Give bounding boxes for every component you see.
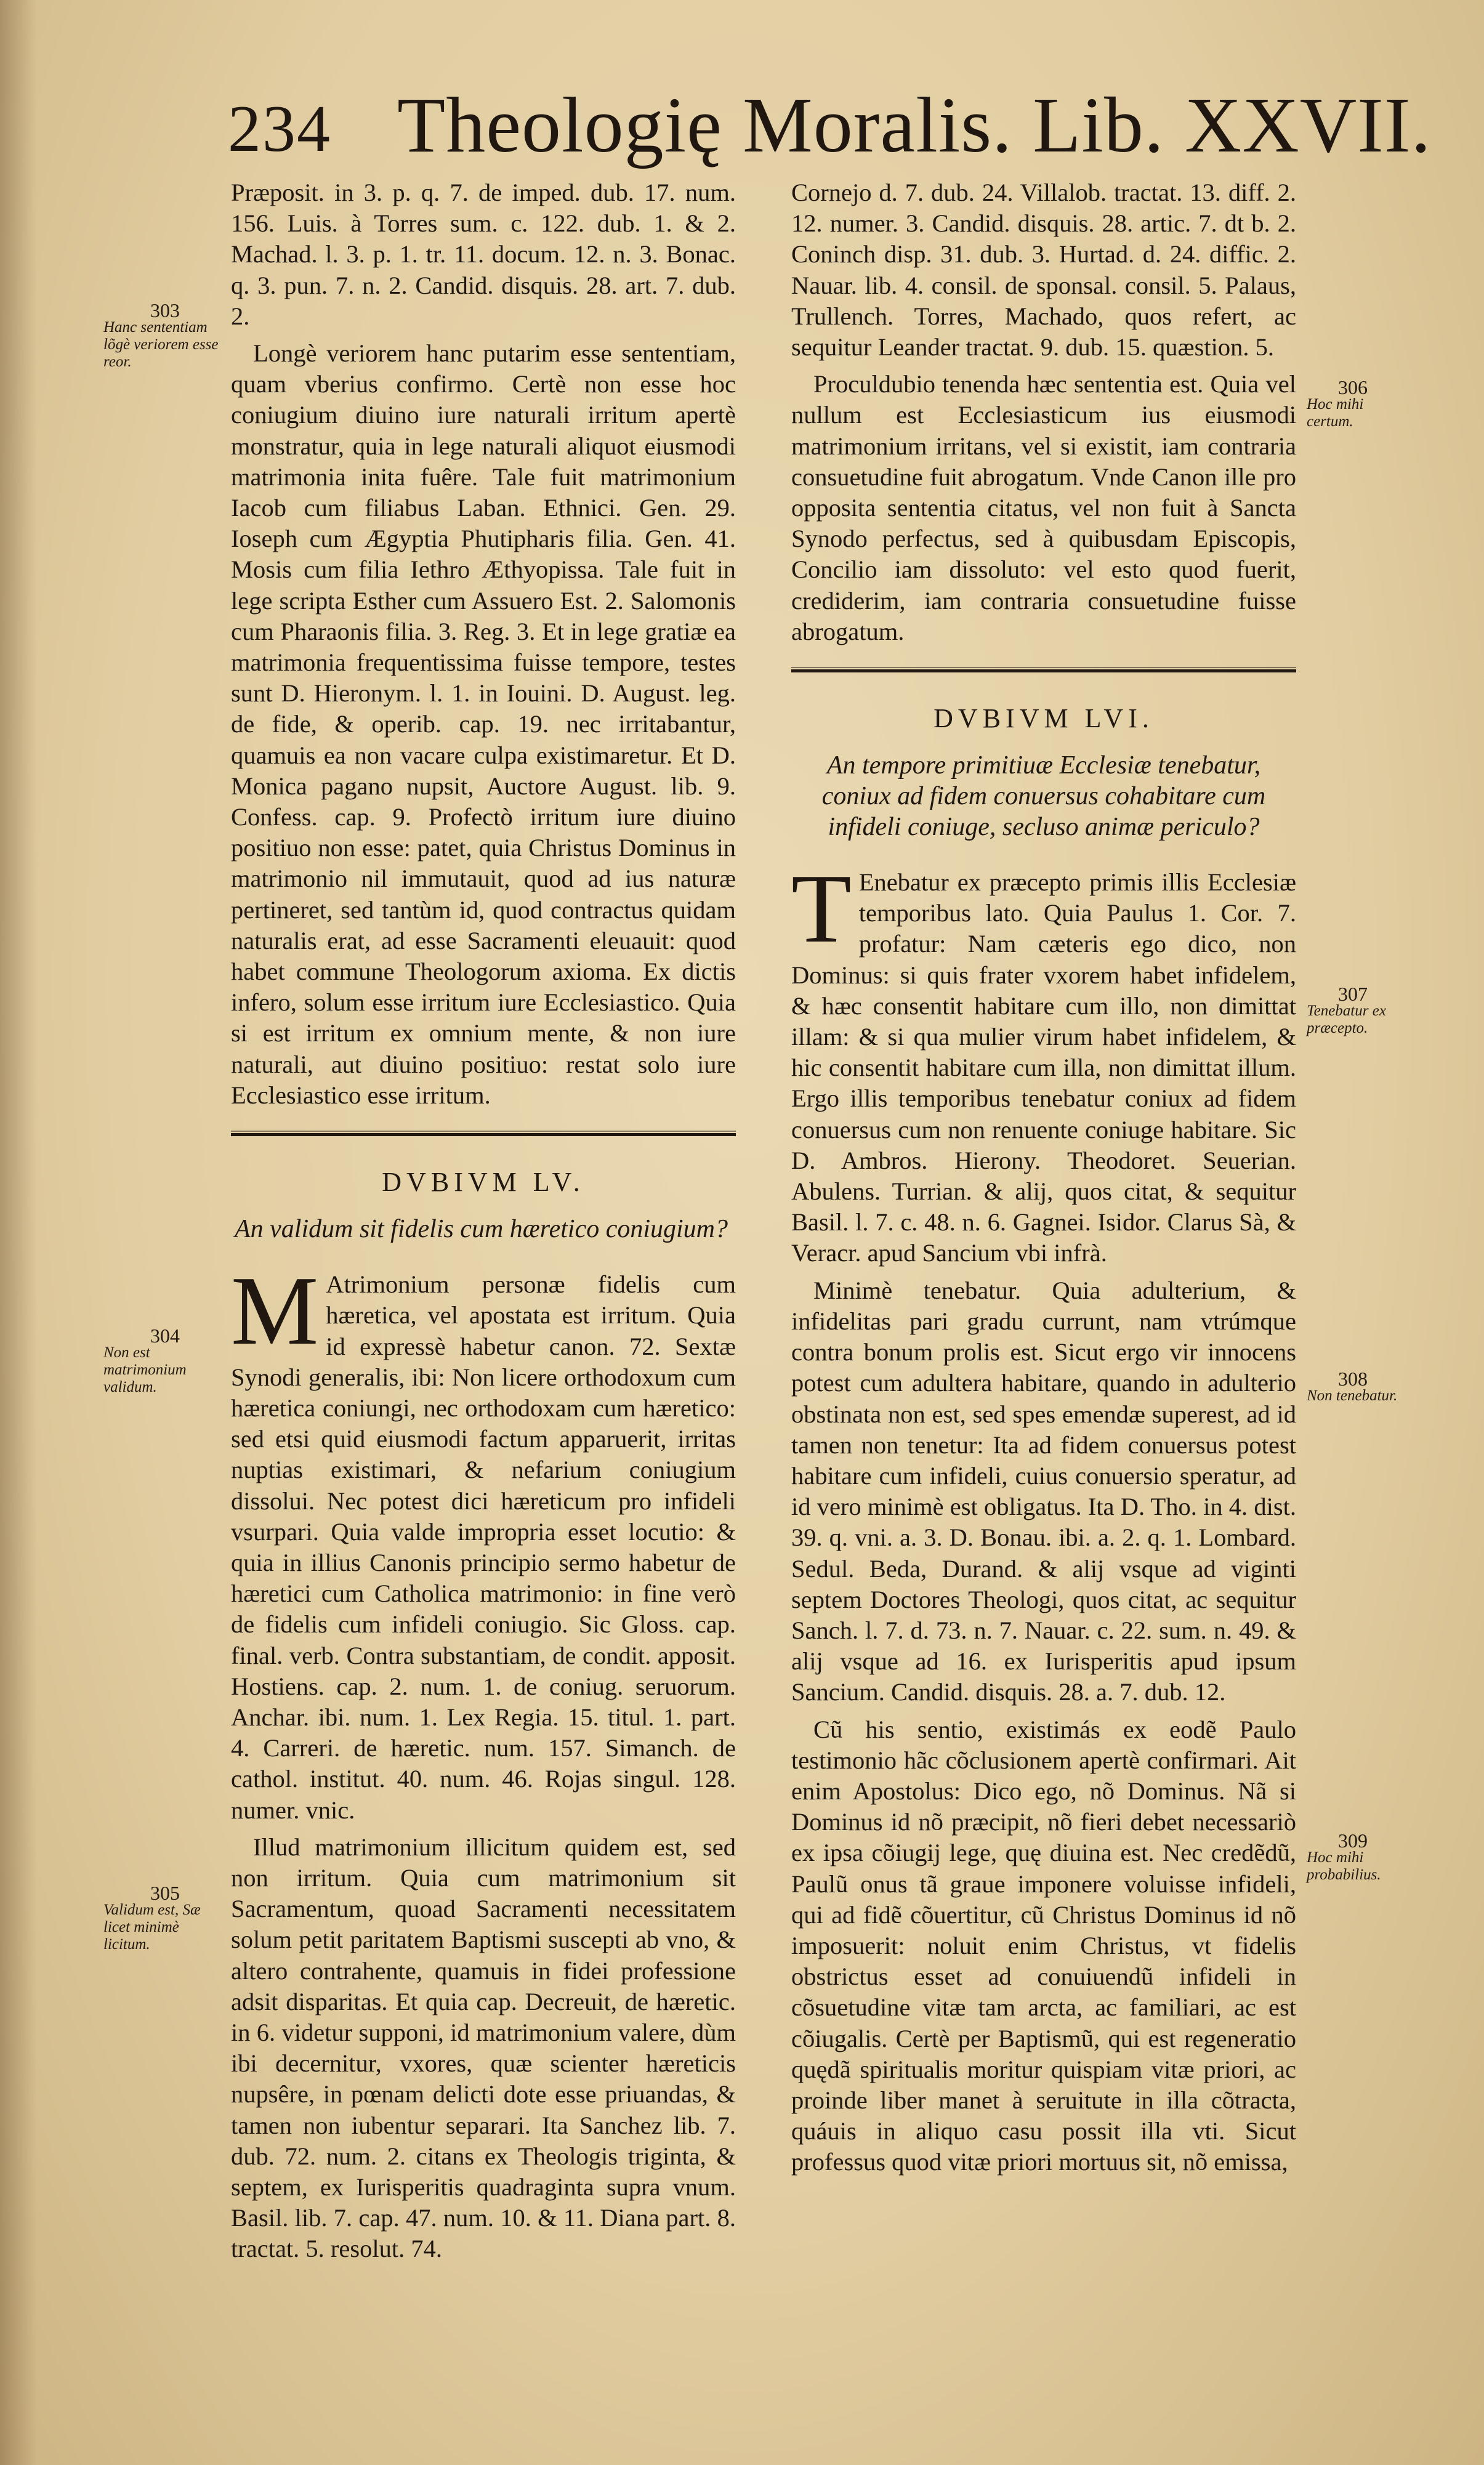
margin-note-307: [1307, 985, 1399, 1037]
dubium-question: An tempore primitiuæ Ecclesiæ tenebatur, coniux ad fidem conuersus cohabitare cum infideli coniuge, secluso animæ periculo?: [821, 751, 1266, 842]
margin-note-text: Hoc mihi probabilius.: [1307, 1849, 1381, 1883]
dubium-question: An validum sit fidelis cum hæretico coniugium?: [235, 1215, 728, 1244]
section-divider: [791, 666, 1296, 674]
margin-note-number: 306: [1338, 376, 1368, 398]
margin-note-text: Non est matrimonium validum.: [103, 1344, 187, 1395]
paragraph-305: Illud matrimonium illicitum quidem est, sed non irritum. Quia cum matrimonium sit Sacramentum, quoad Sacramenti necessitatem solum petit paritatem Baptismi suscepti ab vno, & altero contrahente, quamuis in fidei professione adsit disparitas. Et quia cap. Decreuit, de hæretic. in 6. videtur supponi, id matrimonium valere, dùm ibi decernitur, vxores, quæ scienter hæreticis nupsêre, in pœnam delicti dote esse priuandas, & tamen non iubentur separari. Ita Sanchez lib. 7. dub. 72. num. 2. citans ex Theologis triginta, & septem, ex Iurisperitis quadraginta supra vnum. Basil. lib. 7. cap. 47. num. 10. & 11. Diana part. 8. tractat. 5. resolut. 74.: [231, 1833, 736, 2263]
margin-note-text: Validum est, Sæ licet minimè licitum.: [103, 1902, 201, 1953]
margin-note-308: [1307, 1370, 1399, 1405]
margin-note-number: 304: [150, 1325, 180, 1347]
paragraph-304-text: Atrimonium personæ fidelis cum hæretica, vel apostata est irritum. Quia id expressè habetur canon. 72. Sextæ Synodi generalis, ibi: Non licere orthodoxum cum hæretica coniungi, nec orthodoxam cum hæretico: sed etsi quid eiusmodi factum apparuerit, irritas nuptias existimari, & nefarium coniugium dissolui. Nec potest dici hæreticum pro infideli vsurpari. Quia valde impropria esset locutio: & quia in illius Canonis principio sermo habetur de hæretici cum Catholica matrimonio: in fine verò de fidelis cum infideli coniugio. Sic Gloss. cap. final. verb. Contra substantiam, de condit. apposit. Hostiens. cap. 2. num. 1. de coniug. seruorum. Anchar. ibi. num. 1. Lex Regia. 15. titul. 1. part. 4. Carreri. de hæretic. num. 157. Simanch. de cathol. institut. 40. num. 46. Rojas singul. 128. numer. vnic.: [231, 1270, 736, 1824]
dubium-heading: DVBIVM LV.: [382, 1167, 585, 1198]
page-number: 234: [228, 92, 331, 166]
margin-note-303: [103, 299, 227, 371]
margin-note-number: 305: [150, 1882, 180, 1904]
paragraph-307: [791, 853, 1296, 1269]
margin-note-number: 307: [1338, 983, 1368, 1005]
drop-cap: M: [231, 1256, 319, 1366]
paragraph-303: Longè veriorem hanc putarim esse sententiam, quam vberius confirmo. Certè non esse hoc coniugium diuino iure naturali irritum apertè monstratur, quia in lege naturali aliquot eiusmodi matrimonia inita fuêre. Tale fuit matrimonium Iacob cum filiabus Laban. Ethnici. Gen. 29. Ioseph cum Ægyptia Phutipharis filia. Gen. 41. Mosis cum filia Iethro Æthyopissa. Tale fuit in lege scripta Esther cum Assuero Est. 2. Salomonis cum Pharaonis filia. 3. Reg. 3. Et in lege gratiæ ea matrimonia frequentissima fuisse tempore, testes sunt D. Hieronym. l. 1. in Iouini. D. August. leg. de fide, & operib. cap. 19. nec irritabantur, quamuis ea non vacare culpa existimaretur. Et D. Monica pagano nupsit, Auctore August. lib. 9. Confess. cap. 9. Profectò irritum iure diuino positiuo non esse: patet, quia Christus Dominus in matrimonio nil immutauit, quod ad ius naturæ pertineret, sed tantùm id, quod contractus quidam naturalis erat, ad esse Sacramenti eleuauit: quod habet commune Theologorum axioma. Ex dictis infero, solum esse irritum iure Ecclesiastico. Quia si est irritum ex omnium mente, & non iure naturali, aut diuino positiuo: restat solo iure Ecclesiastico esse irritum.: [231, 339, 736, 1109]
citation-paragraph: Cornejo d. 7. dub. 24. Villalob. tractat. 13. diff. 2. 12. numer. 3. Candid. disquis. 28. artic. 7. dt b. 2. Coninch disp. 31. dub. 3. Hurtad. d. 24. diffic. 2. Nauar. lib. 4. consil. de sponsal. consil. 5. Palaus, Trullench. Torres, Machado, quos refert, ac sequitur Leander tractat. 9. dub. 15. quæstion. 5.: [791, 179, 1296, 361]
margin-note-text: Tenebatur ex præcepto.: [1307, 1003, 1386, 1036]
left-column: [231, 177, 736, 2271]
margin-note-text: Non tenebatur.: [1307, 1387, 1398, 1404]
margin-note-number: 308: [1338, 1368, 1368, 1390]
running-head: [228, 80, 1432, 169]
dubium-heading: DVBIVM LVI.: [934, 703, 1154, 734]
paragraph-308: Minimè tenebatur. Quia adulterium, & infidelitas pari gradu currunt, nam vtrúmque contra bonum prolis est. Sicut ergo vir innocens potest cum adultera habitare, quando in adulterio obstinata non est, sed spes emendæ superest, ad id tamen non tenetur: Ita ad fidem conuersus potest habitare cum infideli, cuius conuersio speratur, ad id vero minimè est obligatus. Ita D. Tho. in 4. dist. 39. q. vni. a. 3. D. Bonau. ibi. a. 2. q. 1. Lombard. Sedul. Beda, Durand. & alij vsque ad viginti septem Doctores Theologi, quos citat, ac sequitur Sanch. l. 7. d. 73. n. 7. Nauar. c. 22. sum. n. 49. & alij vsque ad 16. ex Iurisperitis apud ipsum Sancium. Candid. disquis. 28. a. 7. dub. 12.: [791, 1276, 1296, 1706]
running-title: Theologię Moralis. Lib. XXVII.: [397, 81, 1432, 169]
margin-note-number: 303: [150, 299, 180, 321]
margin-note-text: Hanc sententiam lõgè veriorem esse reor.: [103, 319, 219, 370]
paragraph-304: [231, 1256, 736, 1826]
citation-paragraph: Præposit. in 3. p. q. 7. de imped. dub. 17. num. 156. Luis. à Torres sum. c. 122. dub. 1. & 2. Machad. l. 3. p. 1. tr. 11. docum. 12. n. 3. Bonac. q. 3. pun. 7. n. 2. Candid. disquis. 28. art. 7. dub. 2.: [231, 179, 736, 330]
margin-note-305: [103, 1884, 227, 1953]
paragraph-309: Cũ his sentio, existimás ex eodẽ Paulo testimonio hãc cõclusionem apertè confirmari. Ait enim Apostolus: Dico ego, nõ Dominus. Nã si Dominus id nõ præcipit, nõ fieri debet necessariò ex ipsa cõiugij lege, quę diuina est. Nec credẽdũ, Paulũ onus tã graue imponere voluisse infideli, qui ad fidẽ cõuertitur, cũ Christus Dominus id nõ imposuerit: noluit enim Christus, vt fidelis obstrictus esset ad conuiuendũ infideli in cõsuetudine vitæ tam arcta, ac familiari, ac est cõiugalis. Certè per Baptismũ, qui est regeneratio quędã spiritualis moritur quispiam vitæ priori, ac proinde liber manet à seruitute in illa cõtracta, quáuis in aliquo casu possit illa vti. Sicut professus quod vitæ priori mortuus sit, nõ emissa,: [791, 1715, 1296, 2176]
drop-cap: T: [791, 853, 852, 964]
paragraph-306: Proculdubio tenenda hæc sententia est. Quia vel nullum est Ecclesiasticum ius eiusmodi matrimonium irritans, vel si existit, iam contraria consuetudine fuit abrogatum. Vnde Canon ille pro opposita sententia citatus, vel non fuit à Sancta Synodo perfectus, sed à quibusdam Episcopis, Concilio iam dissoluto: vel esto quod fuerit, crediderim, iam contraria consuetudine fuisse abrogatum.: [791, 370, 1296, 645]
margin-note-text: Hoc mihi certum.: [1307, 396, 1364, 430]
margin-note-number: 309: [1338, 1830, 1368, 1852]
paragraph-307-text: Enebatur ex præcepto primis illis Ecclesiæ temporibus lato. Quia Paulus 1. Cor. 7. profatur: Nam cæteris ego dico, non Dominus: si quis frater vxorem habet infidelem, & hæc consentit habitare cum illo, non dimittat illam: & si qua mulier virum habet infidelem, & hic consentit habitare cum illa, non dimittat illum. Ergo illis temporibus tenebatur coniux ad fidem conuersus cum non renuente coniuge habitare. Sic D. Ambros. Hierony. Theodoret. Seuerian. Abulens. Turrian. & alij, quos citat, & sequitur Basil. l. 7. c. 48. n. 6. Gagnei. Isidor. Clarus Sà, & Veracr. apud Sancium vbi infrà.: [791, 868, 1296, 1267]
right-column: [791, 177, 1296, 2184]
margin-note-309: [1307, 1832, 1399, 1884]
section-divider: [231, 1129, 736, 1138]
margin-note-304: [103, 1327, 227, 1396]
margin-note-306: [1307, 376, 1399, 430]
